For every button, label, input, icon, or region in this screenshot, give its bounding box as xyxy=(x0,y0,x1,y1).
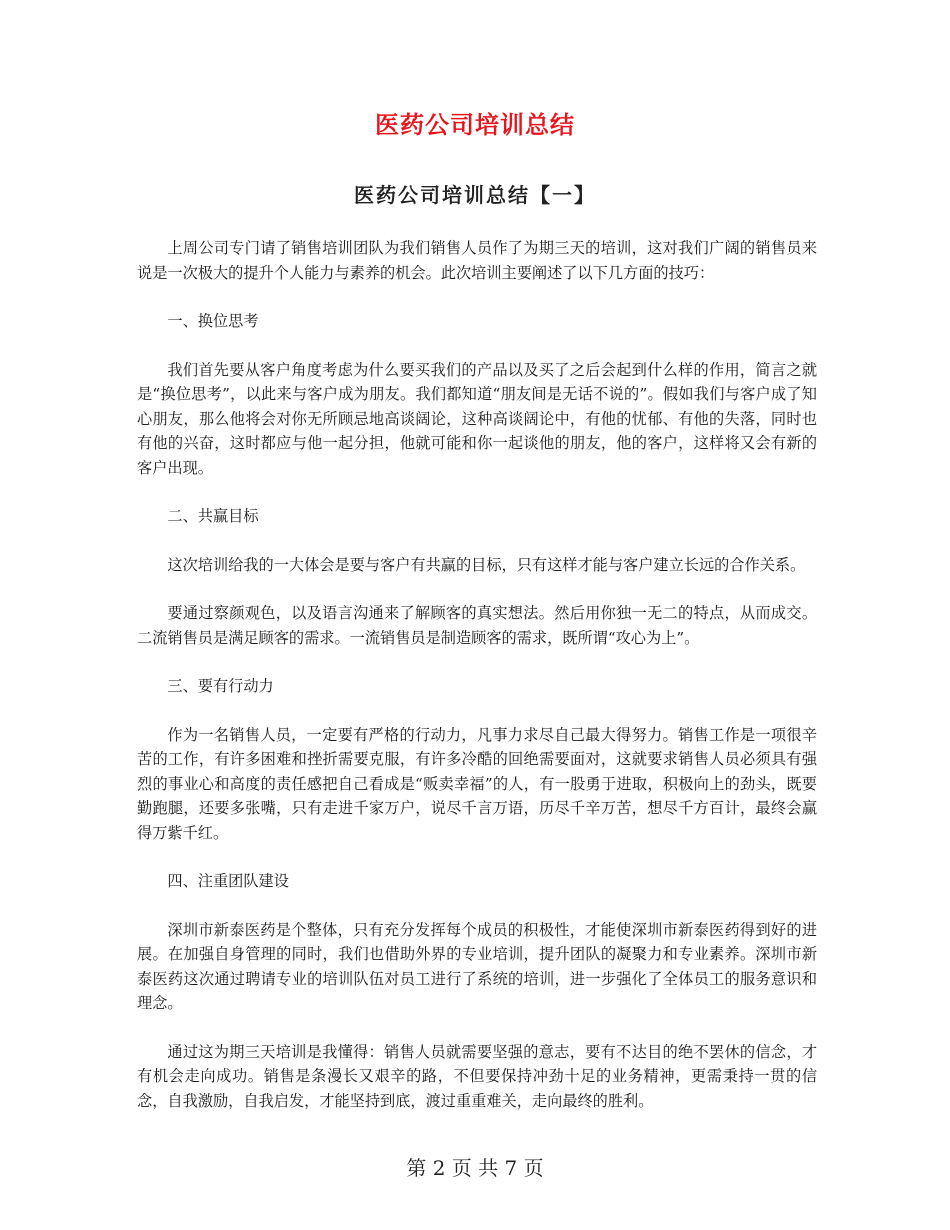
page-number: 第 2 页 共 7 页 xyxy=(406,1156,544,1180)
section-title: 医药公司培训总结【一】 xyxy=(354,183,596,207)
heading-2: 二、共赢目标 xyxy=(167,507,259,525)
heading-1: 一、换位思考 xyxy=(167,312,259,330)
paragraph-3: 要通过察颜观色，以及语言沟通来了解顾客的真实想法。然后用你独一无二的特点，从而成交。二流销售员是满足顾客的需求。一流销售员是制造顾客的需求，既所谓“攻心为上”。 xyxy=(137,604,817,647)
heading-3: 三、要有行动力 xyxy=(167,677,274,695)
paragraph-intro: 上周公司专门请了销售培训团队为我们销售人员作了为期三天的培训，这对我们广阔的销售员来说是一次极大的提升个人能力与素养的机会。此次培训主要阐述了以下几方面的技巧： xyxy=(137,239,817,282)
paragraph-1: 我们首先要从客户角度考虑为什么要买我们的产品以及买了之后会起到什么样的作用，简言之就是“换位思考”，以此来与客户成为朋友。我们都知道“朋友间是无话不说的”。假如我们与客户成了知心朋友，那么他将会对你无所顾忌地高谈阔论，这种高谈阔论中，有他的忧郁、有他的失落，同时也有他的兴奋，这时都应与他一起分担，他就可能和你一起谈他的朋友，他的客户，这样将又会有新的客户出现。 xyxy=(137,360,817,477)
heading-4: 四、注重团队建设 xyxy=(167,872,289,890)
paragraph-6: 通过这为期三天培训是我懂得：销售人员就需要坚强的意志，要有不达目的绝不罢休的信念，才有机会走向成功。销售是条漫长又艰辛的路，不但要保持冲劲十足的业务精神，更需秉持一贯的信念，自我激励，自我启发，才能坚持到底，渡过重重难关，走向最终的胜利。 xyxy=(137,1042,817,1110)
document-body xyxy=(137,236,817,1137)
paragraph-2: 这次培训给我的一大体会是要与客户有共赢的目标，只有这样才能与客户建立长远的合作关系。 xyxy=(167,555,806,574)
paragraph-5: 深圳市新泰医药是个整体，只有充分发挥每个成员的积极性，才能使深圳市新泰医药得到好的进展。在加强自身管理的同时，我们也借助外界的专业培训，提升团队的凝聚力和专业素养。深圳市新泰医药这次通过聘请专业的培训队伍对员工进行了系统的培训，进一步强化了全体员工的服务意识和理念。 xyxy=(137,920,817,1012)
paragraph-4: 作为一名销售人员，一定要有严格的行动力，凡事力求尽自己最大得努力。销售工作是一项很辛苦的工作，有许多困难和挫折需要克服，有许多冷酷的回绝需要面对，这就要求销售人员必须具有强烈的事业心和高度的责任感把自己看成是“贩卖幸福”的人，有一股勇于进取，积极向上的劲头，既要勤跑腿，还要多张嘴，只有走进千家万户，说尽千言万语，历尽千辛万苦，想尽千方百计，最终会赢得万紫千红。 xyxy=(137,725,817,842)
document-title: 医药公司培训总结 xyxy=(375,110,575,139)
